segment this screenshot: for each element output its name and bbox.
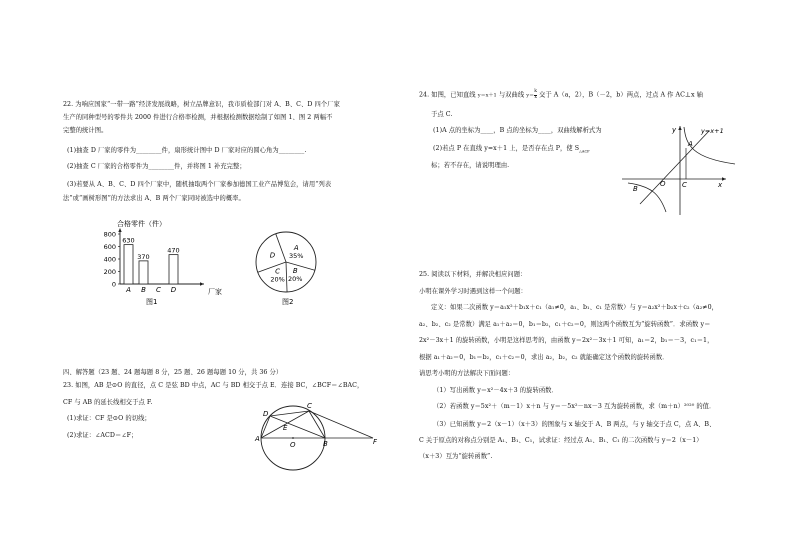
q23-part1: (1)求证：CF 是⊙O 的切线；: [67, 415, 151, 422]
bar-chart-data-label: 630: [122, 236, 135, 245]
q24-label-x: x: [718, 181, 723, 189]
q22-line1: 22. 为响应国家“一带一路”经济发展战略，树立品牌意识，我市质检部门对 A、B、C、D 四个厂家: [63, 101, 340, 108]
q23-label-C: C: [307, 402, 312, 410]
bar-chart-category-label: D: [170, 286, 177, 294]
q23-label-F: F: [373, 438, 378, 446]
pie-chart-slice-value: 20%: [288, 274, 303, 283]
q24-label-C: C: [682, 181, 687, 189]
bar-chart-y-tick-label: 600: [103, 242, 116, 251]
q24-fraction-den: x: [534, 94, 537, 100]
q24-line2: 于点 C.: [431, 111, 453, 118]
pie-chart-slice-label: D: [269, 251, 276, 260]
bar-chart-y-tick-label: 200: [103, 267, 116, 276]
q23-line2: CF 与 AB 的延长线相交于点 F.: [63, 399, 153, 406]
q22-line2: 生产的同种型号的零件共 2000 件进行合格率检测，并根据检测数据绘制了如图 1、图 2 两幅不: [63, 114, 333, 121]
q22-part1: (1)抽查 D 厂家的零件为________件，扇形统计图中 D 厂家对应的圆心角为________.: [67, 147, 307, 154]
q22-part2: (2)抽查 C 厂家的合格零件为________件，并将图 1 补充完整；: [67, 163, 246, 170]
bar-chart-data-label: 470: [167, 246, 180, 255]
q23-label-O: O: [290, 441, 296, 449]
q24-label-line: y=x+1: [701, 127, 724, 135]
q23-part2: (2)求证：∠ACD＝∠F；: [67, 432, 138, 439]
q24-label-y: y: [672, 126, 677, 134]
q24-part2-sub: △ACP: [579, 149, 590, 154]
q24-line1-e: 交于 A（a，2），B（－2，b）两点，过点 A 作 AC⊥x 轴: [537, 91, 703, 99]
q24-hyperbola-eq: y＝: [526, 92, 535, 99]
q25-part3a: （3）已知函数 y＝2（x－1）（x＋3）的图象与 x 轴交于 A、B 两点，与 y 轴交于点 C，点 A、B、: [433, 421, 716, 428]
q23-line1: 23. 如图，AB 是⊙O 的直径，点 C 是弦 BD 中点，AC 与 BD 相交于点 E．连接 BC，∠BCF＝∠BAC，: [63, 382, 364, 389]
q25-line1: 25. 阅读以下材料，并解决相应问题：: [419, 271, 527, 278]
pie-chart-slice-value: 20%: [270, 275, 285, 284]
pie-chart-caption: 图2: [282, 298, 294, 306]
q25-part3b: C 关于原点的对称点分别是 A₁、B₁、C₁，试求证：经过点 A₁、B₁、C₁ 的二次函数与 y＝2（x－1）: [419, 437, 703, 444]
pie-chart-slice-label: A: [293, 244, 299, 253]
section-heading: 四、解答题（23 题、24 题每题 8 分，25 题、26 题每题 10 分，共 36 分）: [63, 369, 283, 376]
q23-label-B: B: [323, 440, 328, 448]
q22-part3a: (3)若要从 A、B、C、D 四个厂家中，随机抽取两个厂家参加德国工业产品博览会，请用“列表: [67, 181, 332, 188]
q25-part2: （2）若函数 y＝5x²＋（m－1）x＋n 与 y＝－5x²－nx－3 互为旋转函数，求（m＋n）²⁰²⁰ 的值．: [433, 403, 716, 410]
bar-chart-category-label: B: [141, 286, 146, 294]
q25-line5: 2x²－3x＋1 的旋转函数，小明是这样思考的，由函数 y＝2x²－3x＋1 可知，a₁＝2，b₁＝－3，c₁＝1，: [419, 337, 714, 344]
bar-chart-ylabel: 合格零件（件）: [117, 220, 166, 228]
pie-chart-slice-label: C: [275, 267, 281, 276]
q24-label-A: A: [688, 140, 693, 148]
q22-line3: 完整的统计图。: [63, 127, 108, 134]
bar-chart-data-label: 370: [137, 252, 150, 261]
q25-line4: a₂、b₂、c₂ 是常数）满足 a₁＋a₂＝0，b₁＝b₂，c₁＋c₂＝0，则这两个函数互为“旋转函数”．求函数 y＝: [419, 321, 711, 328]
q24-part3: 标；若不存在，请说明理由.: [431, 162, 510, 169]
q24-fraction-num: k: [534, 89, 537, 94]
q24-part2-text: (2)若点 P 在直线 y=x＋1 上，是否存在点 P，使 S: [433, 145, 580, 152]
q25-part1: （1）写出函数 y＝x²－4x＋3 的旋转函数．: [433, 387, 558, 394]
q24-line1-c: 与双曲线: [496, 91, 527, 99]
q23-label-D: D: [263, 410, 269, 418]
q22-part3b: 法”或“画树形图”的方法求出 A、B 两个厂家同时被选中的概率。: [63, 195, 245, 202]
q23-label-A: A: [255, 435, 260, 443]
bar-chart-y-tick-label: 400: [103, 255, 116, 264]
q24-label-B: B: [633, 185, 638, 193]
q25-line2: 小明在课外学习时遇到这样一个问题：: [419, 288, 527, 295]
bar-chart-caption: 图1: [146, 298, 158, 306]
bar-chart-category-label: A: [126, 286, 131, 294]
q25-line7: 请思考小明的方法解决下面问题：: [419, 370, 515, 377]
q24-label-O: O: [660, 180, 666, 188]
pie-chart-slice-value: 35%: [289, 252, 304, 261]
q24-line1-a: 24. 如图，已知直线: [419, 91, 478, 99]
bar-chart-y-tick-label: 800: [103, 230, 116, 239]
pie-chart-slice-label: B: [292, 266, 298, 275]
bar-chart-category-label: C: [156, 286, 161, 294]
q25-part3c: （x＋3）互为“旋转函数”.: [419, 453, 493, 460]
q24-part1: (1)A 点的坐标为____，B 点的坐标为____，双曲线解析式为: [433, 127, 602, 134]
q23-label-E: E: [283, 424, 288, 432]
q25-line6: 根据 a₁＋a₂＝0，b₁＝b₂，c₁＋c₂＝0，求出 a₂，b₂，c₂ 就能确定这个函数的旋转函数．: [419, 354, 669, 361]
q25-line3: 定义：如果二次函数 y＝a₁x²＋b₁x＋c₁（a₁≠0，a₁、b₁、c₁ 是常数）与 y＝a₂x²＋b₂x＋c₂（a₂≠0，: [431, 304, 719, 311]
bar-chart-y-tick-label: 0: [111, 280, 116, 289]
bar-chart-xlabel: 厂家: [208, 288, 222, 296]
q24-line-eq: y＝x＋1: [477, 92, 497, 99]
